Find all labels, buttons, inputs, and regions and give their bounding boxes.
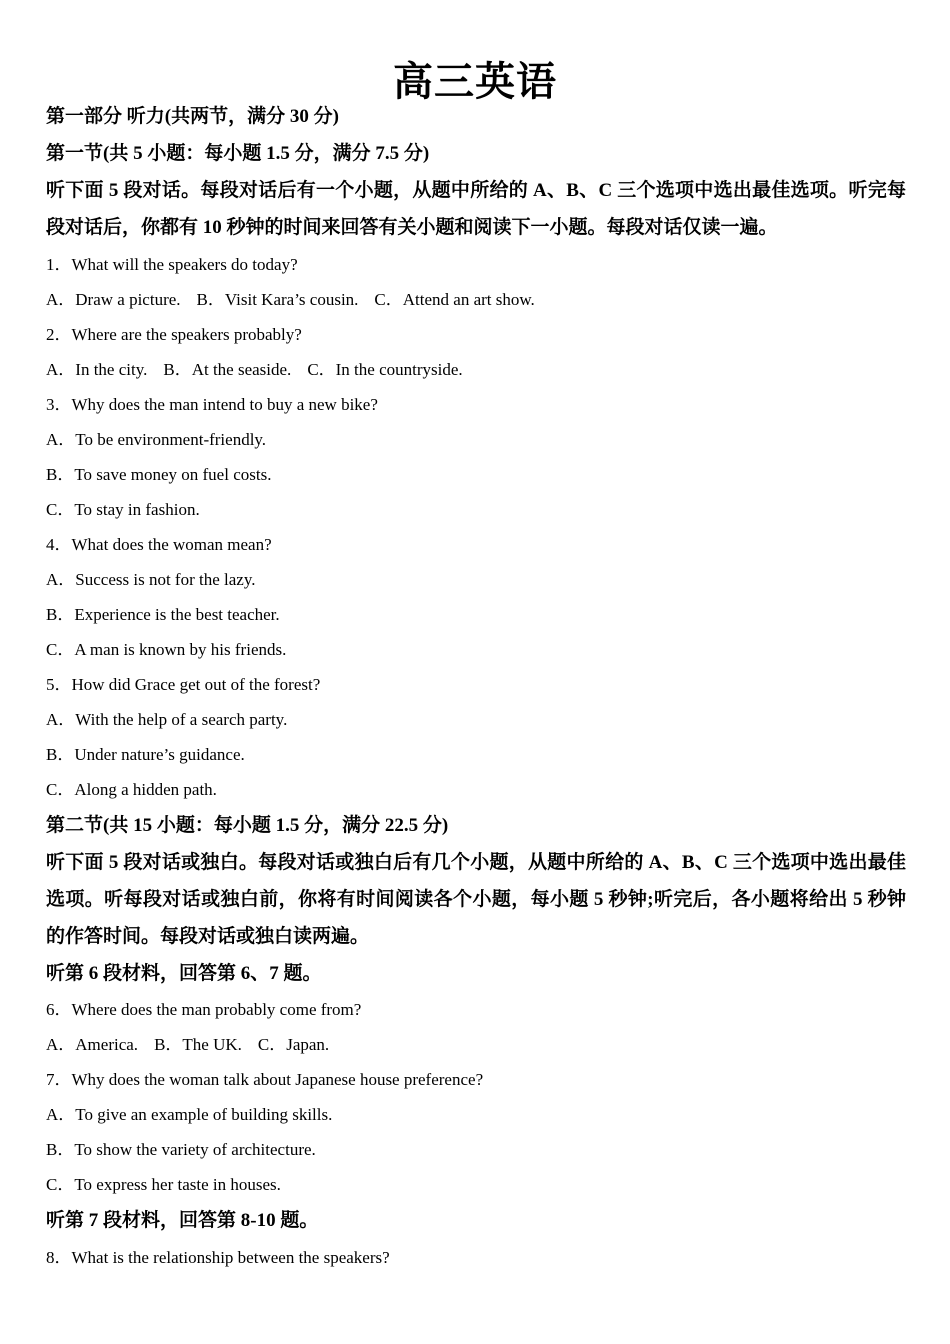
question-2-option-b: B．At the seaside.	[163, 360, 292, 379]
question-7-option-c: C．To express her taste in houses.	[46, 1175, 281, 1194]
question-4-option-b: B．Experience is the best teacher.	[46, 605, 280, 624]
question-4-option-c: C．A man is known by his friends.	[46, 640, 287, 659]
section1-instruction-line1: 听下面 5 段对话。每段对话后有一个小题，从题中所给的 A、B、C 三个选项中选出最佳选项。听完每	[46, 180, 906, 201]
question-1-option-a: A．Draw a picture.	[46, 290, 181, 309]
question-1: 1．What will the speakers do today?	[46, 255, 298, 274]
question-8: 8．What is the relationship between the speakers?	[46, 1248, 390, 1267]
question-4-option-a: A．Success is not for the lazy.	[46, 570, 256, 589]
section1-instruction-line2: 段对话后，你都有 10 秒钟的时间来回答有关小题和阅读下一小题。每段对话仅读一遍。	[46, 217, 778, 238]
question-5-option-b: B．Under nature’s guidance.	[46, 745, 245, 764]
question-3-option-c: C．To stay in fashion.	[46, 500, 200, 519]
question-3-option-a: A．To be environment-friendly.	[46, 430, 267, 449]
question-5-option-a: A．With the help of a search party.	[46, 710, 288, 729]
section2-instruction-line3: 的作答时间。每段对话或独白读两遍。	[46, 926, 370, 947]
question-7: 7．Why does the woman talk about Japanese house preference?	[46, 1070, 484, 1089]
question-6-option-a: A．America.	[46, 1035, 139, 1054]
question-6-option-c: C．Japan.	[257, 1035, 330, 1054]
question-6-option-b: B．The UK.	[154, 1035, 242, 1054]
section2-instruction-line1: 听下面 5 段对话或独白。每段对话或独白后有几个小题，从题中所给的 A、B、C 三个选项中选出最佳	[46, 852, 906, 873]
page-title: 高三英语	[393, 58, 557, 105]
question-7-option-b: B．To show the variety of architecture.	[46, 1140, 316, 1159]
question-6-options	[46, 1030, 906, 1055]
section1-heading: 第一节(共 5 小题：每小题 1.5 分，满分 7.5 分)	[46, 143, 430, 164]
question-3: 3．Why does the man intend to buy a new bike?	[46, 395, 378, 414]
section2-heading: 第二节(共 15 小题：每小题 1.5 分，满分 22.5 分)	[46, 815, 449, 836]
question-1-option-b: B．Visit Kara’s cousin.	[196, 290, 359, 309]
question-2-option-a: A．In the city.	[46, 360, 148, 379]
question-3-option-b: B．To save money on fuel costs.	[46, 465, 272, 484]
question-1-options	[46, 285, 906, 310]
material-6-heading: 听第 6 段材料，回答第 6、7 题。	[46, 963, 322, 984]
question-2-option-c: C．In the countryside.	[307, 360, 463, 379]
question-4: 4．What does the woman mean?	[46, 535, 272, 554]
section2-instruction-line2: 选项。听每段对话或独白前，你将有时间阅读各个小题，每小题 5 秒钟;听完后，各小题将给出 5 秒钟	[46, 889, 906, 910]
question-2: 2．Where are the speakers probably?	[46, 325, 302, 344]
question-1-option-c: C．Attend an art show.	[374, 290, 535, 309]
question-7-option-a: A．To give an example of building skills.	[46, 1105, 333, 1124]
material-7-heading: 听第 7 段材料，回答第 8-10 题。	[46, 1210, 319, 1231]
question-5-option-c: C．Along a hidden path.	[46, 780, 217, 799]
question-2-options	[46, 355, 906, 380]
question-5: 5．How did Grace get out of the forest?	[46, 675, 321, 694]
part1-heading: 第一部分 听力(共两节，满分 30 分)	[46, 106, 339, 127]
question-6: 6．Where does the man probably come from?	[46, 1000, 362, 1019]
